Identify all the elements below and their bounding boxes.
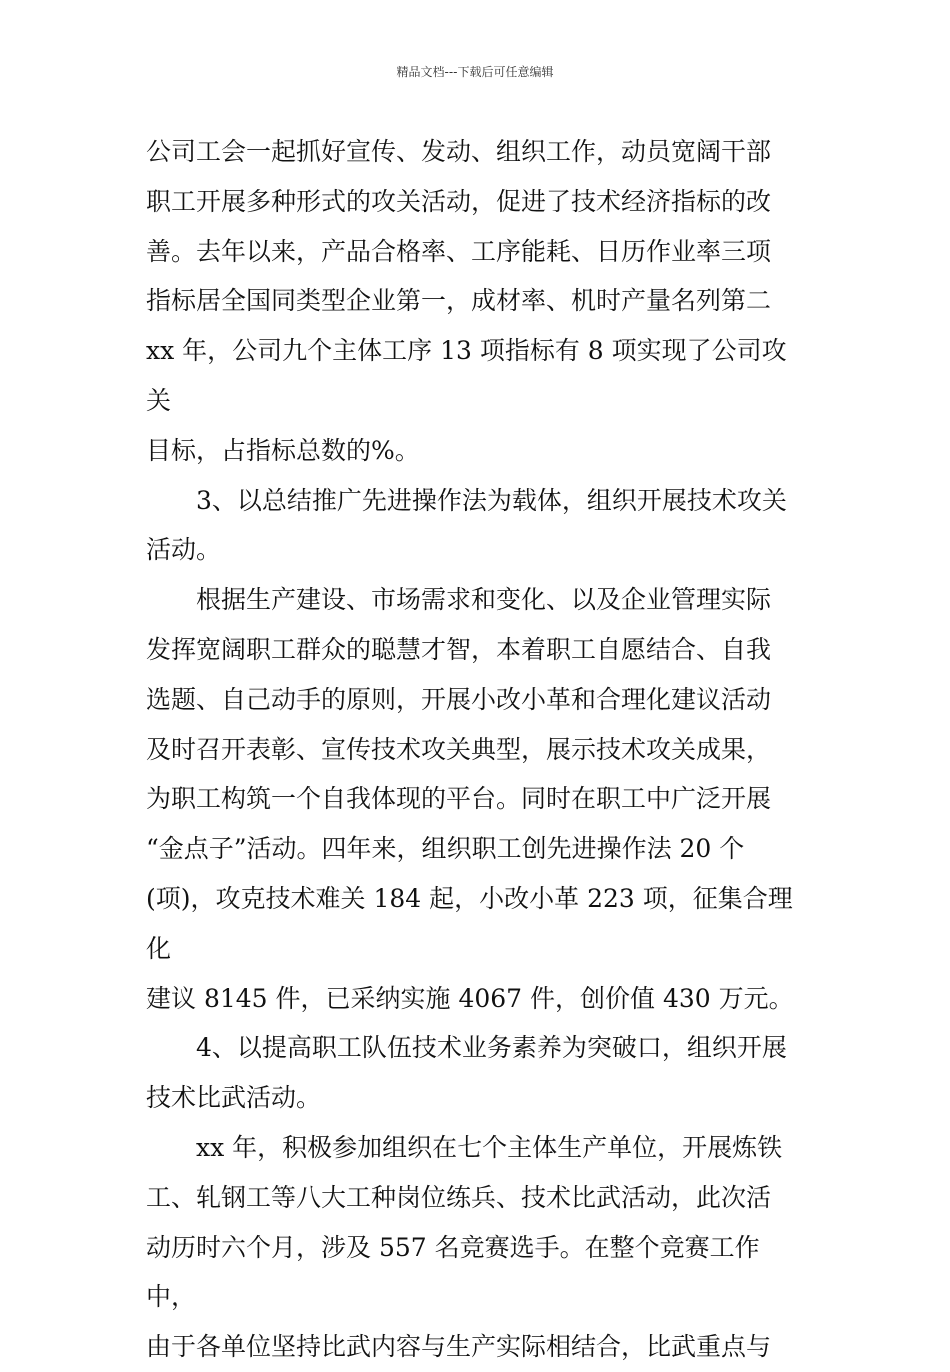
text-line: 建议 8145 件，已采纳实施 4067 件，创价值 430 万元。: [146, 983, 794, 1013]
paragraph: [146, 575, 808, 1023]
text-line: “金点子”活动。四年来，组织职工创先进操作法 20 个: [146, 834, 745, 864]
paragraph: [146, 127, 808, 476]
text-line: 善。去年以来，产品合格率、工序能耗、日历作业率三项: [146, 236, 772, 266]
text-line: 为职工构筑一个自我体现的平台。同时在职工中广泛开展: [146, 784, 772, 814]
text-line: 选题、自己动手的原则，开展小改小革和合理化建议活动: [146, 684, 772, 714]
paragraph: [146, 1123, 808, 1372]
text-line: 4、以提高职工队伍技术业务素养为突破口，组织开展: [196, 1033, 787, 1063]
text-line: 公司工会一起抓好宣传、发动、组织工作，动员宽阔干部: [146, 137, 772, 166]
text-line: 工、轧钢工等八大工种岗位练兵、技术比武活动，此次活: [146, 1182, 772, 1212]
text-line: xx 年，公司九个主体工序 13 项指标有 8 项实现了公司攻关: [146, 336, 787, 415]
text-line: 根据生产建设、市场需求和变化、以及企业管理实际: [196, 585, 772, 615]
text-line: 目标，占指标总数的%。: [146, 435, 420, 465]
text-line: 发挥宽阔职工群众的聪慧才智，本着职工自愿结合、自我: [146, 634, 772, 664]
paragraph: [146, 476, 808, 576]
text-line: 职工开展多种形式的攻关活动，促进了技术经济指标的改: [146, 186, 772, 216]
text-line: 技术比武活动。: [146, 1083, 322, 1113]
text-line: xx 年，积极参加组织在七个主体生产单位，开展炼铁: [196, 1132, 783, 1162]
text-line: 活动。: [146, 535, 222, 565]
text-line: 指标居全国同类型企业第一，成材率、机时产量名列第二: [146, 286, 772, 316]
text-line: 及时召开表彰、宣传技术攻关典型，展示技术攻关成果，: [146, 734, 772, 764]
text-line: 动历时六个月，涉及 557 名竞赛选手。在整个竞赛工作中，: [146, 1232, 760, 1312]
text-line: 3、以总结推广先进操作法为载体，组织开展技术攻关: [196, 485, 787, 515]
page-header: 精品文档---下载后可任意编辑: [396, 65, 554, 79]
paragraph: [146, 1023, 808, 1123]
text-line: (项)，攻克技术难关 184 起，小改小革 223 项，征集合理化: [146, 883, 793, 963]
document-body: [146, 127, 808, 1372]
text-line: 由于各单位坚持比武内容与生产实际相结合，比武重点与: [146, 1332, 772, 1362]
